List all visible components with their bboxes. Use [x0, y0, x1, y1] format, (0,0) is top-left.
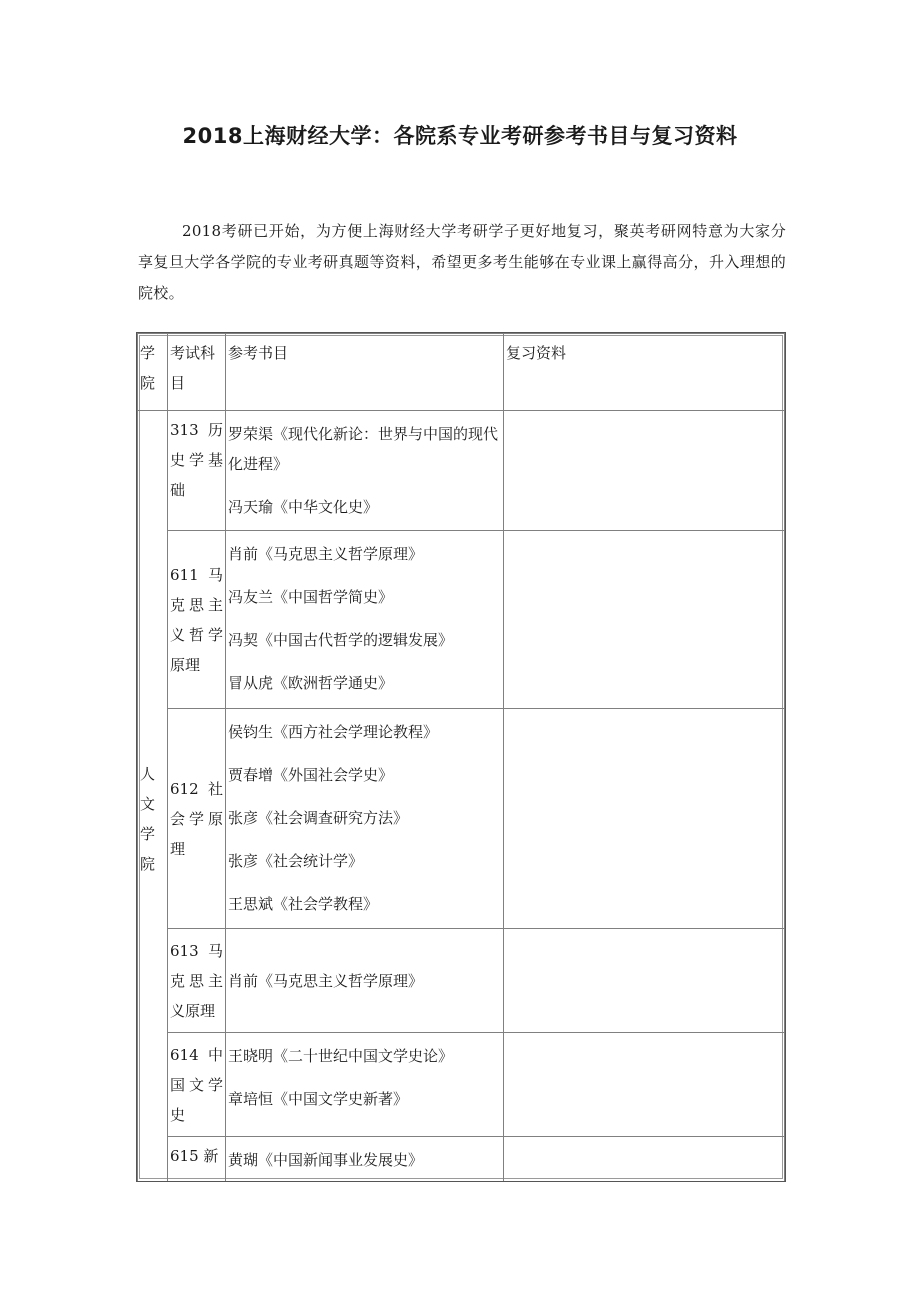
book-entry: 冯天瑜《中华文化史》	[228, 498, 379, 516]
book-entry: 张彦《社会调查研究方法》	[228, 809, 409, 827]
subject-cell: 611 马克思主义哲学原理	[168, 531, 226, 709]
review-cell	[504, 709, 785, 929]
table-header-row	[138, 334, 785, 411]
header-subject: 考试科目	[168, 334, 226, 411]
review-cell	[504, 1137, 785, 1183]
header-books: 参考书目	[226, 334, 504, 411]
review-cell	[504, 1033, 785, 1137]
books-cell	[226, 531, 504, 709]
subject-cell: 613 马克思主义原理	[168, 929, 226, 1033]
book-entry: 章培恒《中国文学史新著》	[228, 1090, 409, 1108]
table-row	[138, 1137, 785, 1183]
table-row	[138, 1033, 785, 1137]
document-title: 2018上海财经大学：各院系专业考研参考书目与复习资料	[182, 124, 738, 148]
books-cell	[226, 709, 504, 929]
book-entry: 罗荣渠《现代化新论：世界与中国的现代化进程》	[228, 425, 499, 473]
subject-cell: 612 社会学原理	[168, 709, 226, 929]
book-entry: 侯钧生《西方社会学理论教程》	[228, 723, 439, 741]
header-review: 复习资料	[504, 334, 785, 411]
table-row	[138, 411, 785, 531]
books-cell	[226, 411, 504, 531]
reference-table-frame	[136, 332, 786, 1182]
table-row	[138, 531, 785, 709]
review-cell	[504, 411, 785, 531]
header-school: 学院	[138, 334, 168, 411]
table-row	[138, 929, 785, 1033]
review-cell	[504, 531, 785, 709]
book-entry: 黄瑚《中国新闻事业发展史》	[228, 1151, 424, 1169]
reference-table	[137, 333, 785, 1182]
books-cell	[226, 1033, 504, 1137]
school-name: 人文学院	[138, 411, 168, 1183]
book-entry: 贾春增《外国社会学史》	[228, 766, 394, 784]
subject-cell: 614 中国文学史	[168, 1033, 226, 1137]
review-cell	[504, 929, 785, 1033]
book-entry: 王晓明《二十世纪中国文学史论》	[228, 1047, 454, 1065]
subject-cell: 615 新	[168, 1137, 226, 1183]
book-entry: 王思斌《社会学教程》	[228, 895, 379, 913]
book-entry: 冯契《中国古代哲学的逻辑发展》	[228, 631, 454, 649]
book-entry: 肖前《马克思主义哲学原理》	[228, 545, 424, 563]
book-entry: 冒从虎《欧洲哲学通史》	[228, 674, 394, 692]
subject-cell: 313 历史学基础	[168, 411, 226, 531]
books-cell	[226, 1137, 504, 1183]
table-row	[138, 709, 785, 929]
book-entry: 张彦《社会统计学》	[228, 852, 364, 870]
books-cell	[226, 929, 504, 1033]
intro-paragraph: 2018考研已开始，为方便上海财经大学考研学子更好地复习，聚英考研网特意为大家分享复旦大学各学院的专业考研真题等资料，希望更多考生能够在专业课上赢得高分，升入理想的院校。	[138, 222, 786, 302]
book-entry: 冯友兰《中国哲学简史》	[228, 588, 394, 606]
book-entry: 肖前《马克思主义哲学原理》	[228, 971, 424, 990]
